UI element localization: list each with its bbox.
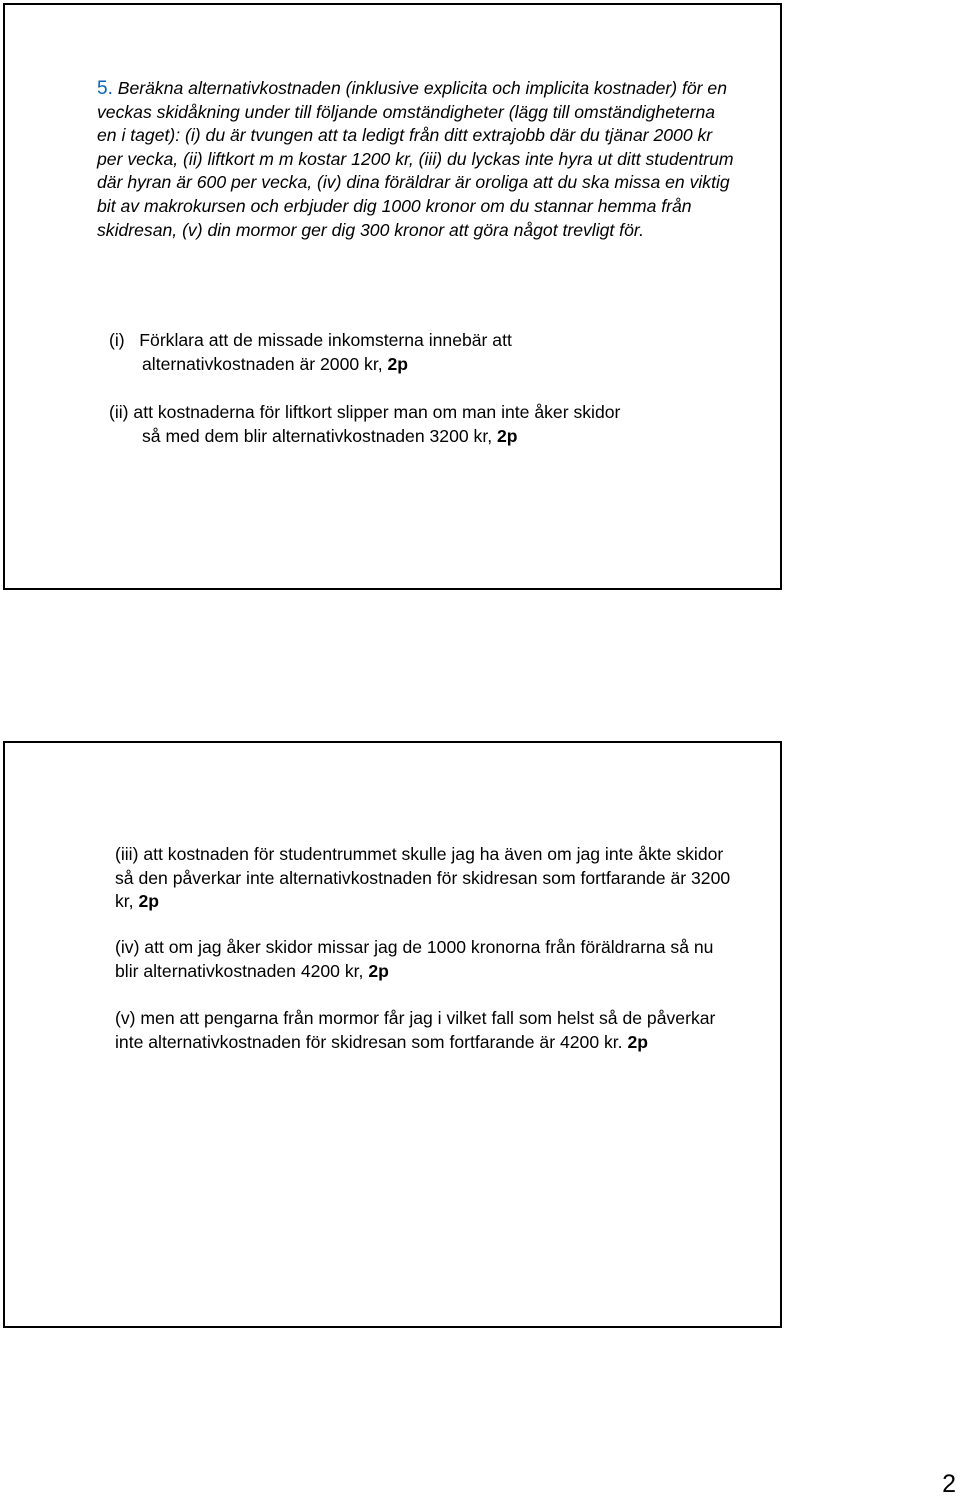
answer-ii-line2 [109, 425, 749, 449]
answer-i-points: 2p [387, 353, 409, 374]
answer-ii-points: 2p [497, 425, 518, 446]
answer-ii-text: så med dem blir alternativkostnaden 3200 kr, [142, 425, 498, 446]
slide-2 [3, 741, 782, 1328]
page-number: 2 [942, 1470, 956, 1498]
answer-ii [109, 401, 749, 448]
answer-i-text: alternativkostnaden är 2000 kr, [142, 353, 388, 374]
question-number: 5. [97, 78, 113, 99]
answer-iv-points: 2p [368, 960, 389, 981]
answer-ii-line1: (ii) att kostnaderna för liftkort slipper man om man inte åker skidor [109, 402, 621, 422]
answer-v-text: (v) men att pengarna från mormor får jag i vilket fall som helst så de påverkar inte alternativkostnaden för skidresan som fortfarande är 4200 kr. [115, 1008, 716, 1052]
question-5 [97, 77, 737, 242]
answer-i [109, 329, 749, 376]
answer-v [115, 1007, 735, 1054]
answer-iii-points: 2p [138, 891, 160, 912]
slide-1 [3, 3, 782, 590]
question-text: Beräkna alternativkostnaden (inklusive explicita och implicita kostnader) för en veckas skidåkning under till följande omständigheter (lägg till omständigheterna en i taget): (i) du är tvungen att ta ledigt från ditt extrajobb där du tjänar 2000 kr per vecka, (ii) liftkort m m kostar 1200 kr, (iii) du lyckas inte hyra ut ditt studentrum där hyran är 600 per vecka, (iv) dina föräldrar är oroliga att du ska missa en viktig bit av makrokursen och erbjuder dig 1000 kronor om du stannar hemma från skidresan, (v) din mormor ger dig 300 kronor att göra något trevligt för. [97, 78, 734, 240]
answer-i-line1: (i) Förklara att de missade inkomsterna innebär att [109, 330, 512, 350]
answer-iii-text: (iii) att kostnaden för studentrummet skulle jag ha även om jag inte åkte skidor så den påverkar inte alternativkostnaden för skidresan som fortfarande är 3200 kr, [115, 844, 731, 912]
answer-v-points: 2p [627, 1031, 648, 1052]
answer-iii [115, 843, 735, 914]
answer-iv [115, 936, 735, 983]
answer-iv-text: (iv) att om jag åker skidor missar jag de 1000 kronorna från föräldrarna så nu blir alternativkostnaden 4200 kr, [115, 937, 714, 981]
answer-i-line2 [109, 353, 749, 377]
